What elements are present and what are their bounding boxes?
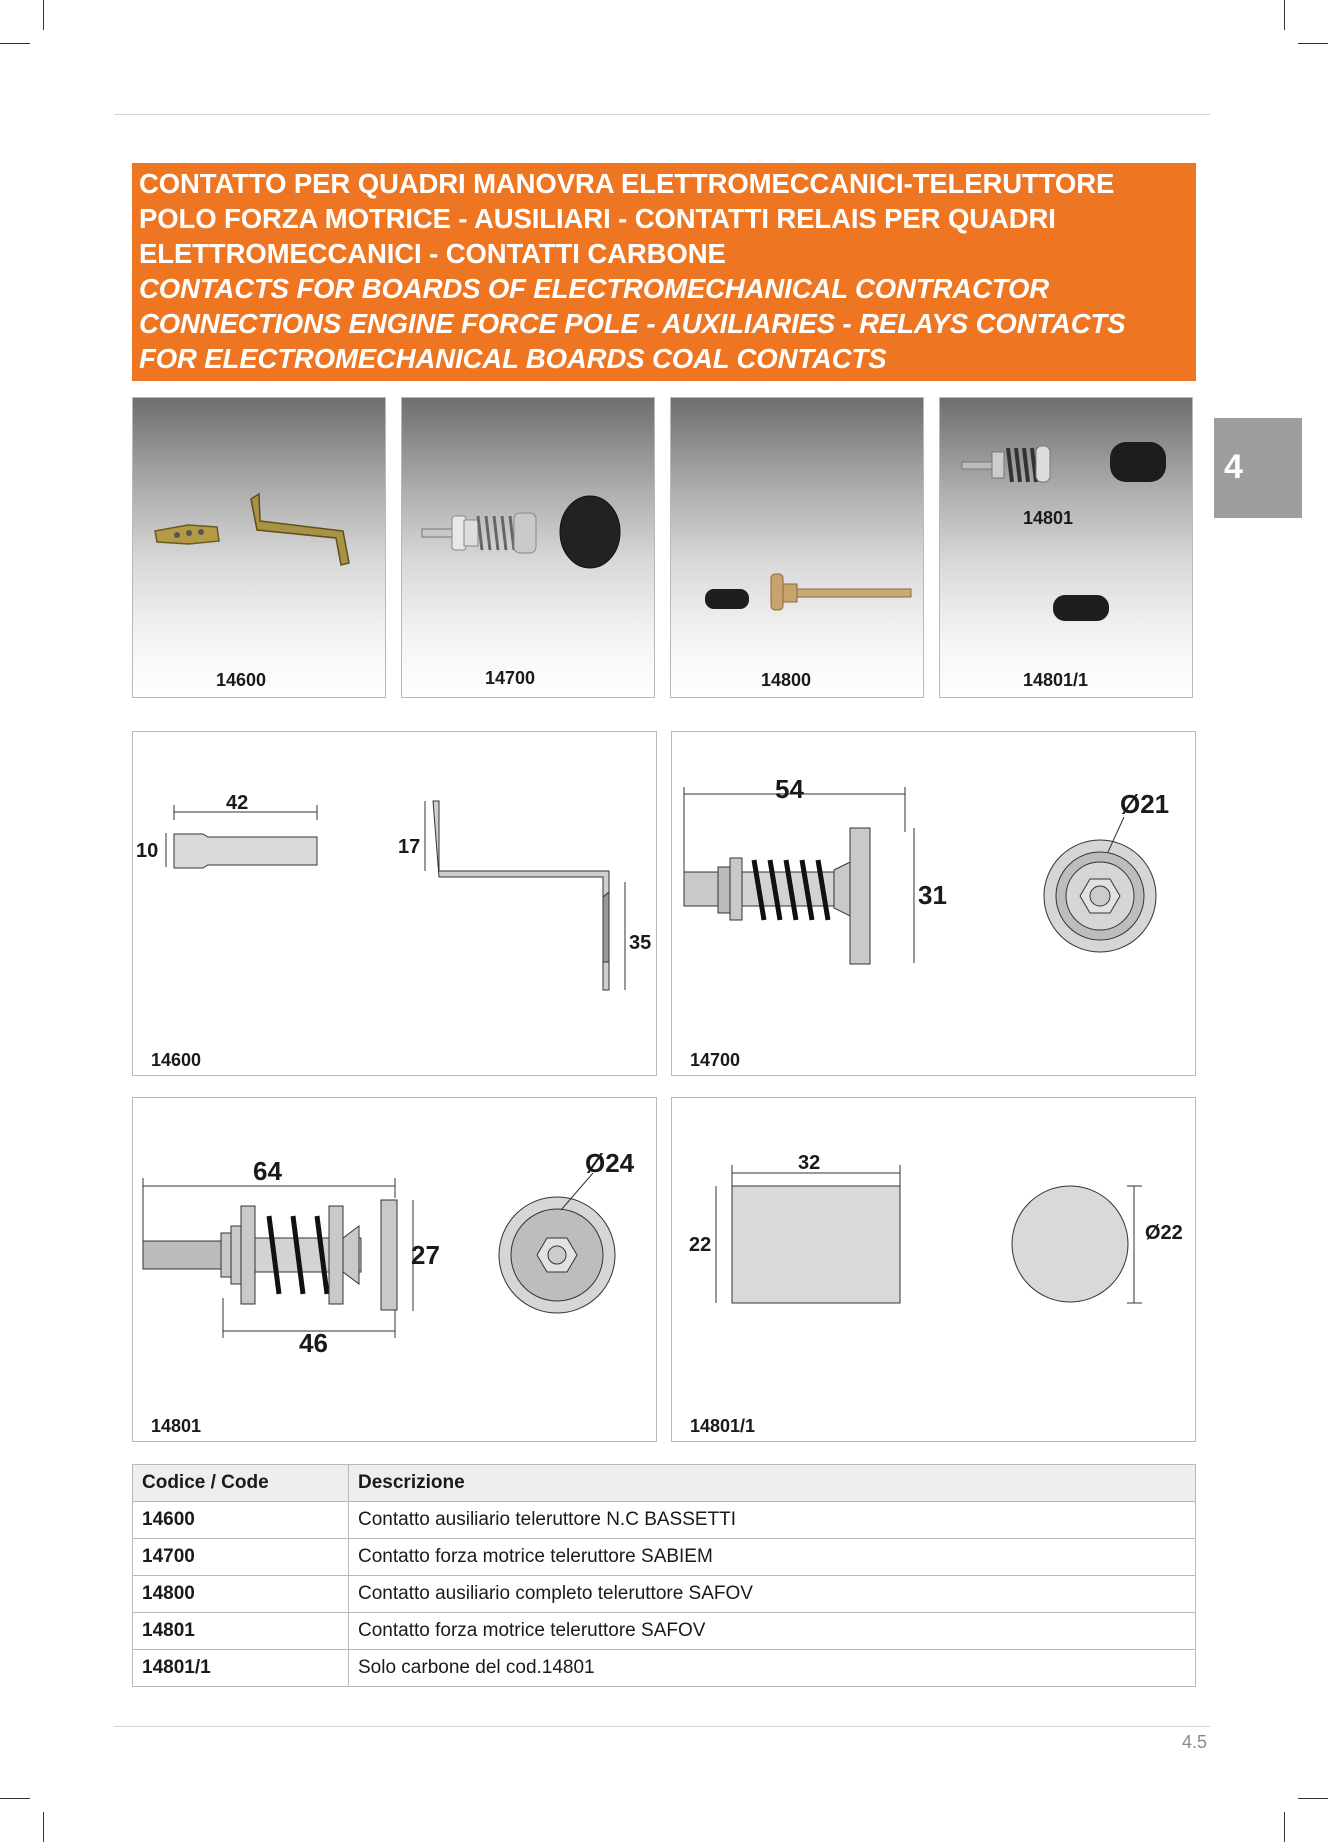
bracket-image [133, 398, 386, 698]
photo-label: 14800 [761, 670, 812, 690]
section-title [132, 163, 1196, 381]
row-description: Contatto forza motrice teleruttore SABIEM [349, 1539, 1196, 1576]
spring-contact-image [402, 398, 655, 698]
panel-label: 14600 [151, 1050, 202, 1070]
crop-mark [43, 1812, 44, 1842]
page-number: 4.5 [1182, 1732, 1208, 1752]
title-line-en: FOR ELECTROMECHANICAL BOARDS COAL CONTACTS [139, 343, 887, 374]
crop-mark [1284, 0, 1285, 30]
title-line-en: CONNECTIONS ENGINE FORCE POLE - AUXILIARIES - RELAYS CONTACTS [139, 308, 1126, 339]
title-line-it: CONTATTO PER QUADRI MANOVRA ELETTROMECCANICI-TELERUTTORE [139, 168, 1115, 199]
header-code: Codice / Code [133, 1465, 349, 1502]
photo-label: 14801 [1023, 508, 1074, 528]
row-code: 14700 [133, 1539, 349, 1576]
dim-length: 54 [775, 774, 804, 804]
photo-14801 [939, 397, 1193, 698]
table-header-row [133, 1465, 1196, 1502]
technical-drawing [133, 732, 658, 1077]
table-row [133, 1502, 1196, 1539]
crop-mark [43, 0, 44, 30]
dim-diameter: Ø21 [1120, 789, 1170, 819]
photo-14700 [401, 397, 655, 698]
crop-mark [1298, 43, 1328, 44]
dim-height: 22 [689, 1234, 712, 1256]
dim-height: 31 [918, 880, 947, 910]
title-line-it: ELETTROMECCANICI - CONTATTI CARBONE [139, 238, 726, 269]
technical-drawing [133, 1098, 658, 1443]
crop-mark [1298, 1798, 1328, 1799]
table-row [133, 1650, 1196, 1687]
drawing-14801-1 [671, 1097, 1196, 1442]
crop-mark [0, 43, 30, 44]
panel-label: 14700 [690, 1050, 741, 1070]
dim-height: 10 [136, 840, 159, 862]
photo-label: 14700 [485, 668, 536, 688]
row-code: 14600 [133, 1502, 349, 1539]
row-description: Contatto ausiliario teleruttore N.C BASSETTI [349, 1502, 1196, 1539]
dim-length: 42 [226, 792, 249, 814]
table-row [133, 1576, 1196, 1613]
dim-diameter: Ø24 [585, 1148, 635, 1178]
photo-14800 [670, 397, 924, 698]
bottom-rule [114, 1726, 1210, 1727]
panel-label: 14801/1 [690, 1416, 756, 1436]
row-code: 14800 [133, 1576, 349, 1613]
row-description: Solo carbone del cod.14801 [349, 1650, 1196, 1687]
header-description: Descrizione [349, 1465, 1196, 1502]
photo-14600 [132, 397, 386, 698]
dim-height: 27 [411, 1240, 440, 1270]
panel-label: 14801 [151, 1416, 202, 1436]
table-row [133, 1539, 1196, 1576]
row-description: Contatto forza motrice teleruttore SAFOV [349, 1613, 1196, 1650]
drawing-14700 [671, 731, 1196, 1076]
dim-side: 35 [629, 932, 652, 954]
photo-label: 14600 [216, 670, 267, 690]
bolt-contact-image [671, 398, 924, 698]
crop-mark [0, 1798, 30, 1799]
title-line-it: POLO FORZA MOTRICE - AUSILIARI - CONTATTI RELAIS PER QUADRI [139, 203, 1056, 234]
dim-length: 64 [253, 1156, 282, 1186]
dim-top: 17 [398, 836, 421, 858]
safov-contact-image [940, 398, 1193, 698]
row-code: 14801/1 [133, 1650, 349, 1687]
dim-width: 32 [798, 1152, 821, 1174]
dim-sub-length: 46 [299, 1328, 328, 1358]
crop-mark [1284, 1812, 1285, 1842]
drawing-14801 [132, 1097, 657, 1442]
drawing-14600 [132, 731, 657, 1076]
chapter-tab: 4 [1214, 418, 1302, 518]
codes-table [132, 1464, 1196, 1687]
dim-diameter: Ø22 [1145, 1222, 1183, 1244]
table-row [133, 1613, 1196, 1650]
row-code: 14801 [133, 1613, 349, 1650]
technical-drawing [672, 1098, 1197, 1443]
photo-label: 14801/1 [1023, 670, 1089, 690]
title-line-en: CONTACTS FOR BOARDS OF ELECTROMECHANICAL CONTRACTOR [139, 273, 1050, 304]
row-description: Contatto ausiliario completo teleruttore SAFOV [349, 1576, 1196, 1613]
top-rule [114, 114, 1210, 115]
